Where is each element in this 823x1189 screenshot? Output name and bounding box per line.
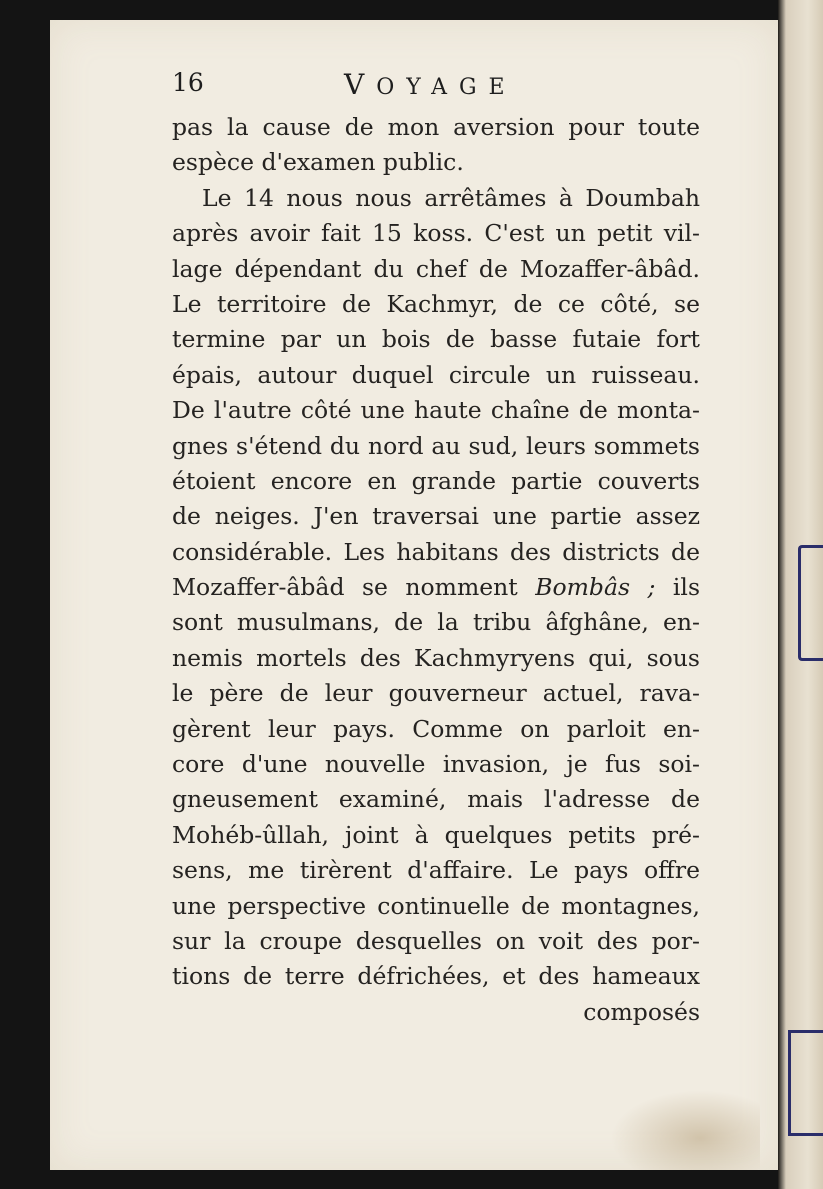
text-line: espèce d'examen public.	[172, 148, 464, 177]
text-line: lage dépendant du chef de Mozaffer-âbâd.	[172, 254, 700, 283]
page-number: 16	[172, 68, 204, 97]
text-line: Le territoire de Kachmyr, de ce côté, se	[172, 289, 700, 318]
text-line: Mohéb-ûllah, joint à quelques petits pré-	[172, 820, 700, 849]
body-text	[172, 110, 700, 1030]
text-line: sens, me tirèrent d'affaire. Le pays offre	[172, 856, 700, 885]
text-line: après avoir fait 15 koss. C'est un petit vil-	[172, 219, 700, 248]
text-line: gnes s'étend du nord au sud, leurs sommets	[172, 431, 700, 460]
library-stamp-fragment-lower	[788, 1030, 823, 1136]
text-line: considérable. Les habitans des districts de	[172, 537, 700, 566]
text-line: sur la croupe desquelles on voit des por-	[172, 926, 700, 955]
text-line: De l'autre côté une haute chaîne de monta-	[172, 396, 700, 425]
text-line: le père de leur gouverneur actuel, rava-	[172, 679, 700, 708]
text-line: Le 14 nous nous arrêtâmes à Doumbah	[202, 183, 700, 212]
text-line: Mozaffer-âbâd se nomment Bombâs ; ils	[172, 573, 700, 602]
facing-page-edge	[778, 0, 823, 1189]
text-line: étoient encore en grande partie couverts	[172, 466, 700, 495]
library-stamp-fragment	[798, 545, 823, 661]
text-line: sont musulmans, de la tribu âfghâne, en-	[172, 608, 700, 637]
text-line: tions de terre défrichées, et des hameaux	[172, 962, 700, 991]
text-line: gèrent leur pays. Comme on parloit en-	[172, 714, 700, 743]
text-line: nemis mortels des Kachmyryens qui, sous	[172, 643, 700, 672]
text-line: pas la cause de mon aversion pour toute	[172, 113, 700, 141]
text-line: une perspective continuelle de montagnes,	[172, 891, 700, 920]
text-line: de neiges. J'en traversai une partie assez	[172, 502, 700, 531]
running-title: VOYAGE	[344, 68, 517, 101]
text-line: gneusement examiné, mais l'adresse de	[172, 785, 700, 814]
page-header	[172, 68, 703, 102]
text-line: termine par un bois de basse futaie fort	[172, 325, 700, 354]
text-line: épais, autour duquel circule un ruisseau.	[172, 360, 700, 389]
text-line: core d'une nouvelle invasion, je fus soi-	[172, 750, 700, 779]
catchword: composés	[583, 997, 700, 1026]
italic-term: Bombâs ;	[535, 573, 656, 602]
